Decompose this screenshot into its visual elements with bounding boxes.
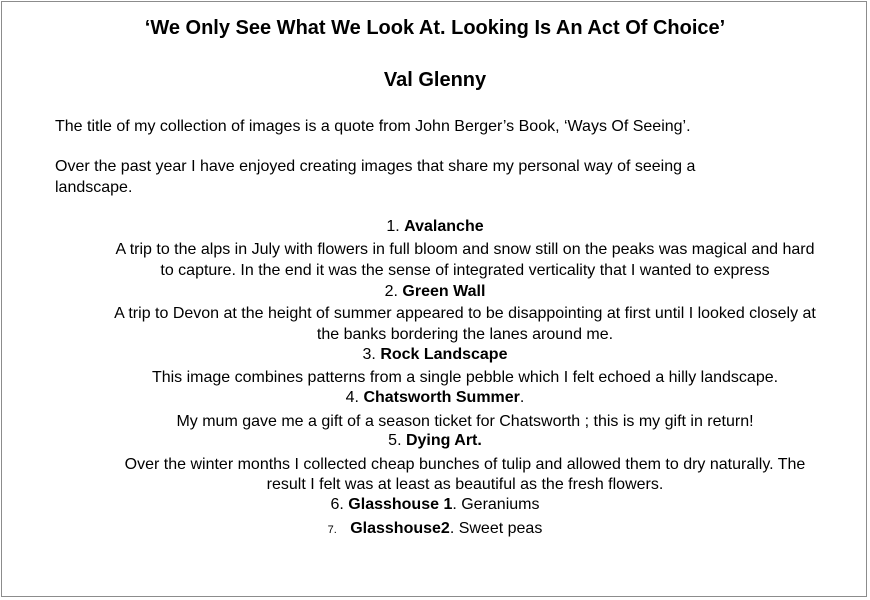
item-number: 2. xyxy=(384,283,398,300)
item-description-line: the banks bordering the lanes around me. xyxy=(316,326,614,343)
item-description-line: to capture. In the end it was the sense of integrated verticality that I wanted to express xyxy=(160,262,770,279)
item-heading xyxy=(2,431,868,451)
item-description-line: Over the winter months I collected cheap bunches of tulip and allowed them to dry naturally. The xyxy=(124,456,806,473)
item-heading xyxy=(2,388,868,408)
document-page xyxy=(1,1,867,597)
item-heading xyxy=(2,519,868,540)
intro-paragraph: The title of my collection of images is a quote from John Berger’s Book, ‘Ways Of Seeing’. xyxy=(55,118,691,135)
item-number: 3. xyxy=(362,346,376,363)
overview-paragraph-line-1: Over the past year I have enjoyed creating images that share my personal way of seeing a xyxy=(55,158,696,175)
item-number: 1. xyxy=(386,218,400,235)
author-name: Val Glenny xyxy=(383,69,487,91)
item-title: Dying Art. xyxy=(405,432,482,449)
item-heading xyxy=(2,282,868,302)
item-suffix: . Sweet peas xyxy=(449,520,543,537)
item-description-line: result I felt was at least as beautiful as the fresh flowers. xyxy=(266,476,664,493)
item-title: Glasshouse 1 xyxy=(348,496,453,513)
item-number: 4. xyxy=(345,389,359,406)
item-title: Green Wall xyxy=(402,283,486,300)
item-number: 6. xyxy=(330,496,344,513)
item-title: Rock Landscape xyxy=(380,346,508,363)
item-heading xyxy=(2,495,868,515)
item-title: Glasshouse2 xyxy=(350,520,450,537)
item-title: Chatsworth Summer xyxy=(363,389,520,406)
item-suffix: . Geraniums xyxy=(452,496,540,513)
overview-paragraph-line-2: landscape. xyxy=(55,179,133,196)
item-suffix: . xyxy=(519,389,525,406)
item-description-line: This image combines patterns from a single pebble which I felt echoed a hilly landscape. xyxy=(151,369,779,386)
document-title: ‘We Only See What We Look At. Looking Is An Act Of Choice’ xyxy=(144,17,726,39)
item-title: Avalanche xyxy=(404,218,484,235)
item-description-line: A trip to Devon at the height of summer appeared to be disappointing at first until I looked closely at xyxy=(114,305,816,322)
item-number: 7. xyxy=(327,524,337,536)
item-heading xyxy=(2,217,868,237)
item-heading xyxy=(2,345,868,365)
item-number: 5. xyxy=(388,432,402,449)
item-description-line: My mum gave me a gift of a season ticket for Chatsworth ; this is my gift in return! xyxy=(176,413,754,430)
item-description-line: A trip to the alps in July with flowers in full bloom and snow still on the peaks was magical and hard xyxy=(115,241,815,258)
